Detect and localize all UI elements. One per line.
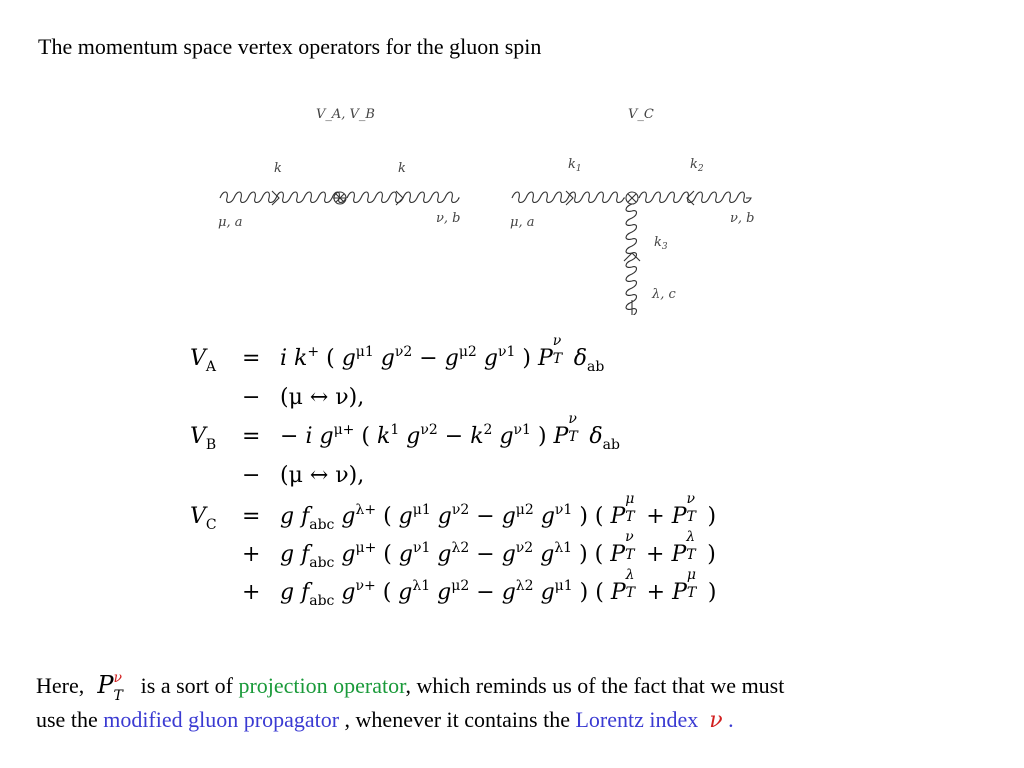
equation-vb-line2: − (μ ↔ ν), [242,463,365,488]
paragraph-part2: , which reminds us of the fact that we must [405,673,785,698]
gluon-line-right-diagram-right [639,192,751,203]
equation-vc-line2: + g $f_{abc}$ $g^{\mu+}$ ( $g^{\nu 1}$ $g^{\lambda 2} - g^{\nu 2}$ $g^{\lambda 1}$ ) ( P ν T + P λ T ) [242,529,716,571]
equation-va-line2: − (μ ↔ ν), [242,385,365,410]
nu-symbol: ν [709,708,723,733]
label-vc: V_C [628,107,654,122]
label-k2: $k_2$ [690,157,704,174]
label-k-left: k [274,161,282,176]
gluon-vertex-diagrams [200,95,780,315]
label-nu-b-right: ν, b [730,211,755,226]
label-mu-a-left: μ, a [218,215,243,230]
projection-operator-term: projection operator [238,673,406,698]
gluon-line-vertical [626,204,637,315]
label-k-right: k [398,161,406,176]
explanation-paragraph [36,668,784,738]
paragraph-part1: is a sort of [135,673,239,698]
label-k1: $k_1$ [568,157,582,174]
modified-gluon-propagator-term: modified gluon propagator [103,707,340,732]
label-mu-a-right: μ, a [510,215,535,230]
momentum-arrow-right-1 [566,191,573,205]
feynman-diagrams [200,95,780,320]
vertex-equations [190,335,830,625]
slide-title: The momentum space vertex operators for the gluon spin [38,34,542,59]
equation-vc-line1: $V_C = g$ $f_{abc}$ $g^{\lambda+}$ ( $g^{\mu 1}$ $g^{\nu 2} - g^{\mu 2}$ $g^{\nu 1}$ ) ( P μ T + P ν T ) [190,491,717,533]
paragraph-part4: , whenever it contains the [339,707,576,732]
projection-operator-symbol: P ν T [89,670,123,704]
equation-va-line1: $V_A = i$ k+ ( $g^{\mu 1}$ $g^{\nu 2} - g^{\mu 2}$ $g^{\nu 1}$ ) P ν T $\delta_{ab}$ [190,333,605,375]
label-nu-b-left: ν, b [436,211,461,226]
label-lambda-c: λ, c [652,287,676,302]
lorentz-index-term: Lorentz index [575,707,699,732]
label-va-vb: V_A, V_B [316,107,375,122]
here-text: Here, [36,673,85,698]
paragraph-part3: use the [36,707,104,732]
label-k3: $k_3$ [654,235,668,252]
equation-vc-line3: + g $f_{abc}$ $g^{\nu+}$ ( $g^{\lambda 1}$ $g^{\mu 2} - g^{\lambda 2}$ $g^{\mu 1}$ ) ( P λ T + P μ T ) [242,567,717,609]
equation-vb-line1: $V_B$ = − i $g^{\mu+}$ ( $k^1$ $g^{\nu 2} - k^2$ $g^{\nu 1}$ ) P ν T $\delta_{ab}$ [190,411,620,453]
paragraph-period: . [728,707,734,732]
gluon-line-left-diagram [220,192,346,203]
